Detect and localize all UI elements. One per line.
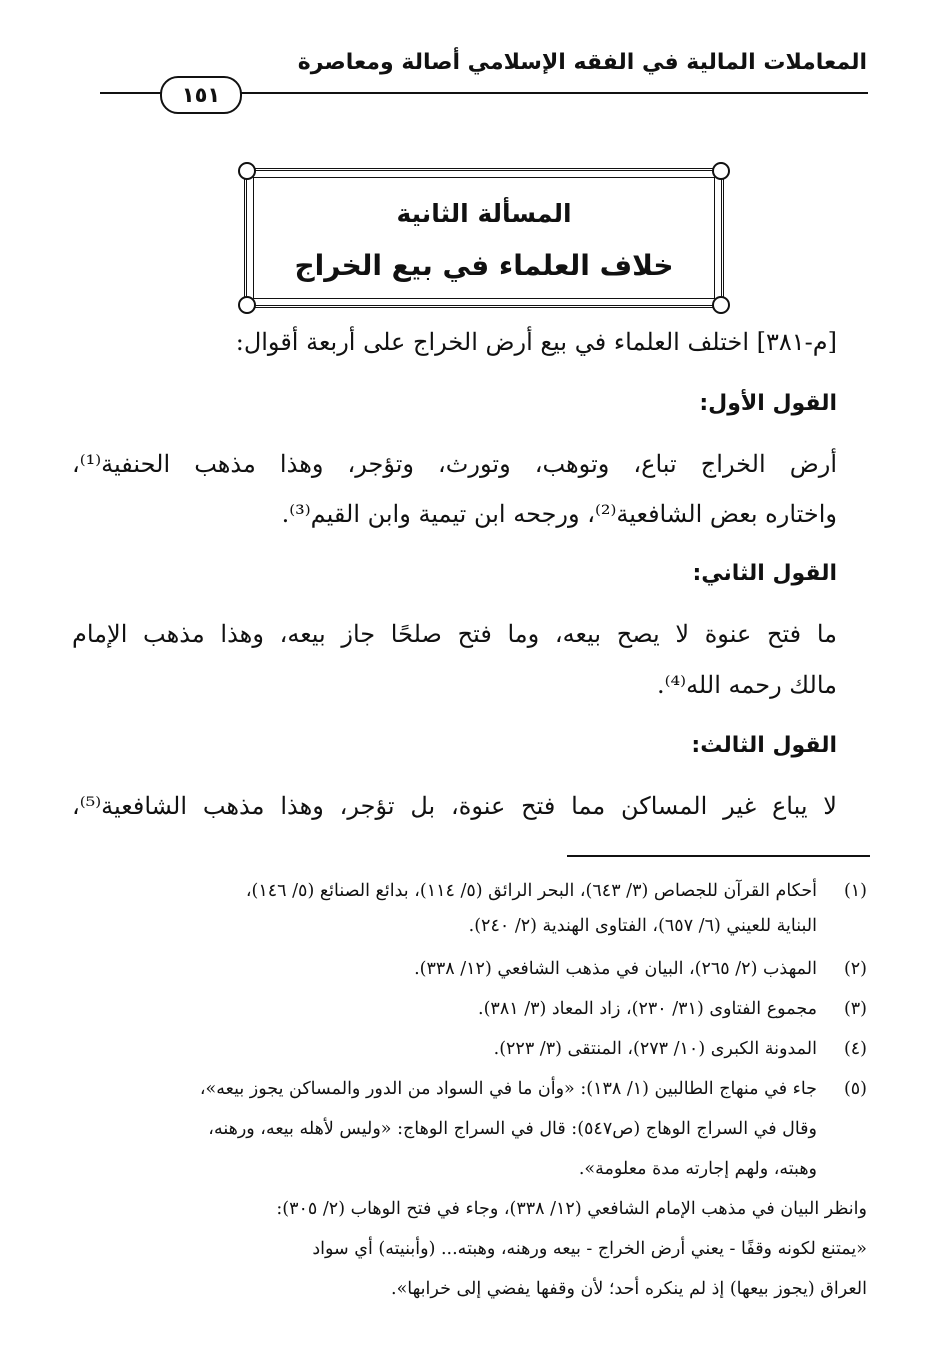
opinion-1-text-line: أرض الخراج تباع، وتوهب، وتورث، وتؤجر، وهذا مذهب الحنفية⁽¹⁾، [72,450,837,478]
intro-paragraph: [م-٣٨١] اختلف العلماء في بيع أرض الخراج على أربعة أقوال: [235,328,837,356]
opinion-2-text-line: ما فتح عنوة لا يصح بيعه، وما فتح صلحًا جاز بيعه، وهذا مذهب الإمام [72,620,837,648]
opinion-3-heading: القول الثالث: [691,733,837,758]
footnote-separator [567,855,870,857]
footnote-number: (١) [843,881,867,901]
footnote-1-continuation: البناية للعيني (٦/ ٦٥٧)، الفتاوى الهندية (٢/ ٢٤٠). [468,916,817,936]
footnote-text: المهذب (٢/ ٢٦٥)، البيان في مذهب الشافعي (١٢/ ٣٣٨). [414,959,817,979]
opinion-2-heading: القول الثاني: [692,561,837,586]
frame-corner-ornament [238,162,256,180]
footnote-5-continuation: وهبته، ولهم إجارته مدة معلومة». [578,1159,817,1179]
footnote-4 [67,1036,867,1062]
footnote-3 [67,996,867,1022]
footnote-2 [67,956,867,982]
opinion-1-text-line: واختاره بعض الشافعية⁽²⁾، ورجحه ابن تيمية وابن القيم⁽³⁾. [281,500,837,528]
footnote-1 [67,878,867,904]
footnote-5-continuation: وقال في السراج الوهاج (ص٥٤٧): قال في السراج الوهاج: «وليس لأهله بيعه، ورهنه، [208,1119,817,1139]
footnote-5-continuation: وانظر البيان في مذهب الإمام الشافعي (١٢/ ٣٣٨)، وجاء في فتح الوهاب (٢/ ٣٠٥): [276,1199,867,1219]
footnote-number: (٣) [843,999,867,1019]
footnote-text: المدونة الكبرى (١٠/ ٢٧٣)، المنتقى (٣/ ٢٢٣). [493,1039,817,1059]
footnote-5-continuation: العراق (يجوز بيعها) إذ لم ينكره أحد؛ لأن وقفها يفضي إلى خرابها». [391,1279,867,1299]
section-title-frame [244,168,724,308]
frame-corner-ornament [238,296,256,314]
section-subtitle: خلاف العلماء في بيع الخراج [294,249,674,282]
footnote-text: جاء في منهاج الطالبين (١/ ١٣٨): «وأن ما في السواد من الدور والمساكن يجوز بيعه»، [199,1079,817,1099]
footnote-5 [67,1076,867,1102]
footnote-text: مجموع الفتاوى (٣١/ ٢٣٠)، زاد المعاد (٣/ ٣٨١). [478,999,817,1019]
footnote-number: (٤) [843,1039,867,1059]
running-header-title: المعاملات المالية في الفقه الإسلامي أصالة ومعاصرة [297,50,867,75]
footnote-text: أحكام القرآن للجصاص (٣/ ٦٤٣)، البحر الرائق (٥/ ١١٤)، بدائع الصنائع (٥/ ١٤٦)، [245,881,817,901]
opinion-3-text-line: لا يباع غير المساكن مما فتح عنوة، بل تؤجر، وهذا مذهب الشافعية⁽⁵⁾، [72,792,837,820]
footnote-5-continuation: «يمتنع لكونه وقفًا - يعني أرض الخراج - بيعه ورهنه، وهبته... (وأبنيته) أي سواد [312,1239,867,1259]
page-number: ١٥١ [160,76,242,114]
footnote-number: (٥) [843,1079,867,1099]
frame-corner-ornament [712,296,730,314]
frame-corner-ornament [712,162,730,180]
opinion-2-text-line: مالك رحمه الله⁽⁴⁾. [657,671,837,699]
opinion-1-heading: القول الأول: [699,391,837,416]
section-title: المسألة الثانية [396,199,572,228]
footnote-number: (٢) [843,959,867,979]
